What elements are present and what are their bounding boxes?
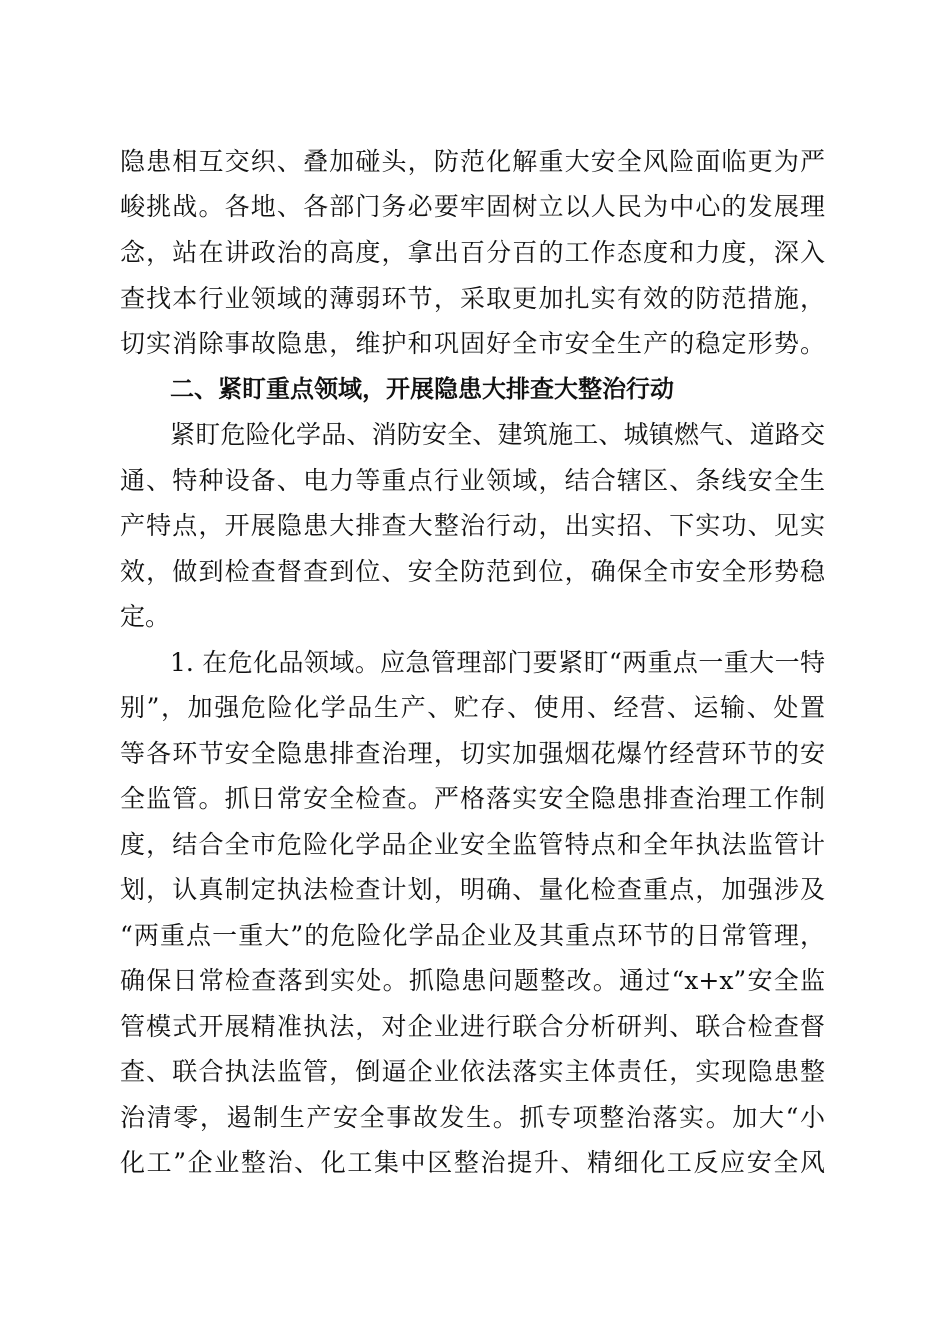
text-line: 查、联合执法监管，倒逼企业依法落实主体责任，实现隐患整 — [120, 1057, 825, 1086]
text-line: 定。 — [120, 602, 171, 631]
text-line: 化工”企业整治、化工集中区整治提升、精细化工反应安全风 — [120, 1148, 825, 1177]
text-line: 隐患相互交织、叠加碰头，防范化解重大安全风险面临更为严 — [120, 147, 825, 176]
text-line: 念，站在讲政治的高度，拿出百分百的工作态度和力度，深入 — [120, 238, 825, 267]
text-line: 切实消除事故隐患，维护和巩固好全市安全生产的稳定形势。 — [120, 329, 825, 358]
text-line: 等各环节安全隐患排查治理，切实加强烟花爆竹经营环节的安 — [120, 739, 825, 768]
text-line: 效，做到检查督查到位、安全防范到位，确保全市安全形势稳 — [120, 557, 825, 586]
text-line: 别”，加强危险化学品生产、贮存、使用、经营、运输、处置 — [120, 693, 825, 722]
text-line: “两重点一重大”的危险化学品企业及其重点环节的日常管理， — [120, 921, 825, 950]
text-line: 划，认真制定执法检查计划，明确、量化检查重点，加强涉及 — [120, 875, 825, 904]
text-line: 管模式开展精准执法，对企业进行联合分析研判、联合检查督 — [120, 1012, 825, 1041]
text-line: 治清零，遏制生产安全事故发生。抓专项整治落实。加大“小 — [120, 1103, 825, 1132]
text-line: 1. 在危化品领域。应急管理部门要紧盯“两重点一重大一特 — [170, 648, 825, 677]
text-line: 通、特种设备、电力等重点行业领域，结合辖区、条线安全生 — [120, 466, 825, 495]
text-line: 全监管。抓日常安全检查。严格落实安全隐患排查治理工作制 — [120, 784, 825, 813]
text-line: 峻挑战。各地、各部门务必要牢固树立以人民为中心的发展理 — [120, 192, 825, 221]
text-line: 紧盯危险化学品、消防安全、建筑施工、城镇燃气、道路交 — [170, 420, 825, 449]
text-line: 确保日常检查落到实处。抓隐患问题整改。通过“x+x”安全监 — [120, 966, 825, 995]
text-line: 度，结合全市危险化学品企业安全监管特点和全年执法监管计 — [120, 830, 825, 859]
section-heading: 二、紧盯重点领域，开展隐患大排查大整治行动 — [170, 375, 674, 403]
text-line: 查找本行业领域的薄弱环节，采取更加扎实有效的防范措施， — [120, 284, 825, 313]
text-line: 产特点，开展隐患大排查大整治行动，出实招、下实功、见实 — [120, 511, 825, 540]
